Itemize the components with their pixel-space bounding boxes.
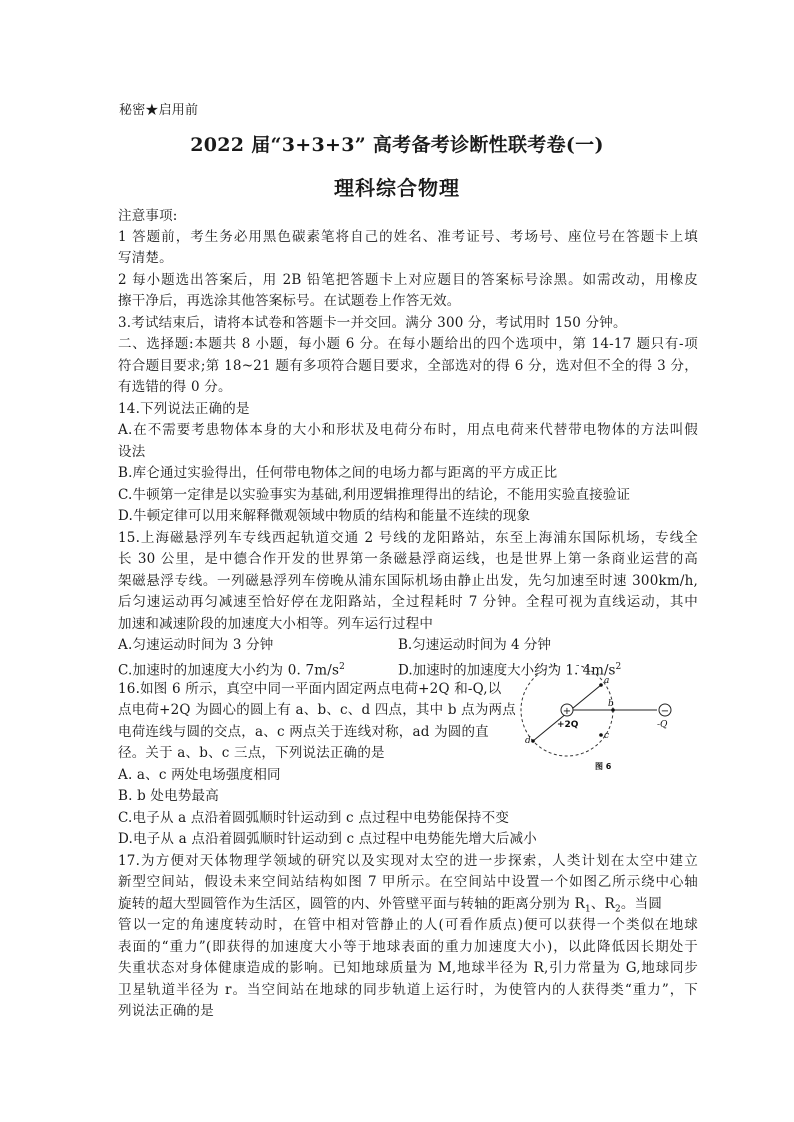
- q17-stem-7: 卫星轨道半径为 r。当空间站在地球的同步轨道上运行时，为使管内的人获得类“重力”，下: [118, 982, 698, 998]
- q14-option-a-cont: 设法: [118, 444, 146, 460]
- q15-option-b: B.匀速运动时间为 4 分钟: [398, 637, 551, 653]
- section-heading-cont: 符合题目要求;第 18~21 题有多项符合题目要求，全部选对的得 6 分，选对但不全的得 3 分，: [118, 358, 698, 374]
- figure-6-diagram: [505, 665, 695, 775]
- q15-stem-2: 长 30 公里，是中德合作开发的世界第一条磁悬浮商运线，也是世界上第一条商业运营的高: [118, 551, 698, 567]
- q16-stem-3: 电荷连线与圆的交点，a、c 两点关于连线对称，ad 为圆的直: [118, 724, 489, 740]
- point-d-label: d: [525, 736, 531, 746]
- q16-stem-4: 径。关于 a、b、c 三点，下列说法正确的是: [118, 745, 385, 761]
- q17-stem-2: 新型空间站，假设未来空间站结构如图 7 甲所示。在空间站中设置一个如图乙所示绕中心轴: [118, 874, 698, 890]
- section-heading: 二、选择题:本题共 8 小题，每小题 6 分。在每小题给出的四个选项中，第 14-17 题只有-项: [118, 336, 698, 352]
- q14-option-d: D.牛顿定律可以用来解释微观领域中物质的结构和能量不连续的现象: [118, 508, 531, 524]
- point-c-label: c: [604, 731, 610, 741]
- note-3: 3.考试结束后，请将本试卷和答题卡一并交回。满分 300 分，考试用时 150 分钟。: [118, 315, 627, 331]
- note-1: 1 答题前，考生务必用黑色碳素笔将自己的姓名、准考证号、考场号、座位号在答题卡上填: [118, 229, 698, 245]
- q16-option-b: B. b 处电势最高: [118, 788, 219, 804]
- q14-option-c: C.牛顿第一定律是以实验事实为基础,利用逻辑推理得出的结论，不能用实验直接验证: [118, 487, 631, 503]
- exam-title: 2022 届“3+3+3” 高考备考诊断性联考卷(一): [190, 134, 604, 156]
- q15-stem-4: 后匀速运动再匀减速至恰好停在龙阳路站，全过程耗时 7 分钟。全程可视为直线运动，其中: [118, 594, 698, 610]
- q16-option-d: D.电子从 a 点沿着圆弧顺时针运动到 c 点过程中电势能先增大后减小: [118, 831, 537, 847]
- q17-stem-3: 旋转的超大型圆管作为生活区，圆管的内、外管壁平面与转轴的距离分别为 $R_1$、$R_2$。当圆: [118, 896, 663, 915]
- q14-stem: 14.下列说法正确的是: [118, 401, 250, 417]
- q17-stem-5: 表面的“重力”(即获得的加速度大小等于地球表面的重力加速度大小)，以此降低因长期处于: [118, 939, 698, 955]
- q14-option-b: B.库仑通过实验得出，任何带电物体之间的电场力都与距离的平方成正比: [118, 465, 558, 481]
- q15-option-a: A.匀速运动时间为 3 分钟: [118, 637, 274, 653]
- q14-option-a: A.在不需要考患物体本身的大小和形状及电荷分布时，用点电荷来代替带电物体的方法叫假: [118, 422, 698, 438]
- secret-label: 秘密★启用前: [119, 103, 199, 118]
- q16-option-a: A. a、c 两处电场强度相同: [118, 767, 281, 783]
- q17-stem-4: 管以一定的角速度转动时，在管中相对管静止的人(可看作质点)便可以获得一个类似在地球: [118, 917, 698, 933]
- section-heading-end: 有选错的得 0 分。: [118, 379, 232, 395]
- q15-option-c: C.加速时的加速度大小约为 0. $7m/s^2$: [118, 662, 346, 679]
- note-2: 2 每小题选出答案后，用 2B 铅笔把答题卡上对应题目的答案标号涂黑。如需改动，用橡皮: [118, 272, 698, 288]
- q16-option-c: C.电子从 a 点沿着圆弧顺时针运动到 c 点过程中电势能保持不变: [118, 810, 510, 826]
- q15-stem-1: 15.上海磁悬浮列车专线西起轨道交通 2 号线的龙阳路站，东至上海浦东国际机场，专线全: [118, 530, 698, 546]
- q15-option-d: D.加速时的加速度大小约为 1. $4m/s^2$: [398, 662, 622, 679]
- q15-stem-3: 架磁悬浮专线。一列磁悬浮列车傍晚从浦东国际机场由静止出发，先匀加速至时速 300km/h,: [118, 573, 698, 589]
- q15-stem-5: 加速和减速阶段的加速度大小相等。列车运行过程中: [118, 616, 434, 632]
- q16-stem-1: 16.如图 6 所示，真空中同一平面内固定两点电荷+2Q 和-Q,以: [118, 681, 502, 697]
- q17-stem-6: 失重状态对身体健康造成的影响。已知地球质量为 M,地球半径为 R,引力常量为 G,地球同步: [118, 960, 698, 976]
- positive-charge-label: +2Q: [557, 720, 579, 730]
- svg-text:+: +: [562, 706, 572, 717]
- point-a-label: a: [604, 676, 610, 686]
- svg-text:−: −: [660, 706, 670, 717]
- q16-stem-2: 点电荷+2Q 为圆心的圆上有 a、b、c、d 四点，其中 b 点为两点: [118, 702, 516, 718]
- q17-stem-8: 列说法正确的是: [118, 1003, 214, 1019]
- point-b-label: b: [608, 699, 614, 709]
- negative-charge-label: -Q: [657, 720, 668, 730]
- notes-heading: 注意事项:: [118, 208, 178, 224]
- figure-caption: 图 6: [595, 762, 612, 771]
- note-2-cont: 擦干净后，再选涂其他答案标号。在试题卷上作答无效。: [118, 293, 461, 309]
- note-1-cont: 写清楚。: [118, 250, 173, 266]
- q17-stem-1: 17.为方便对天体物理学领域的研究以及实现对太空的进一步探索，人类计划在太空中建立: [118, 853, 698, 869]
- subject-title: 理科综合物理: [334, 176, 460, 200]
